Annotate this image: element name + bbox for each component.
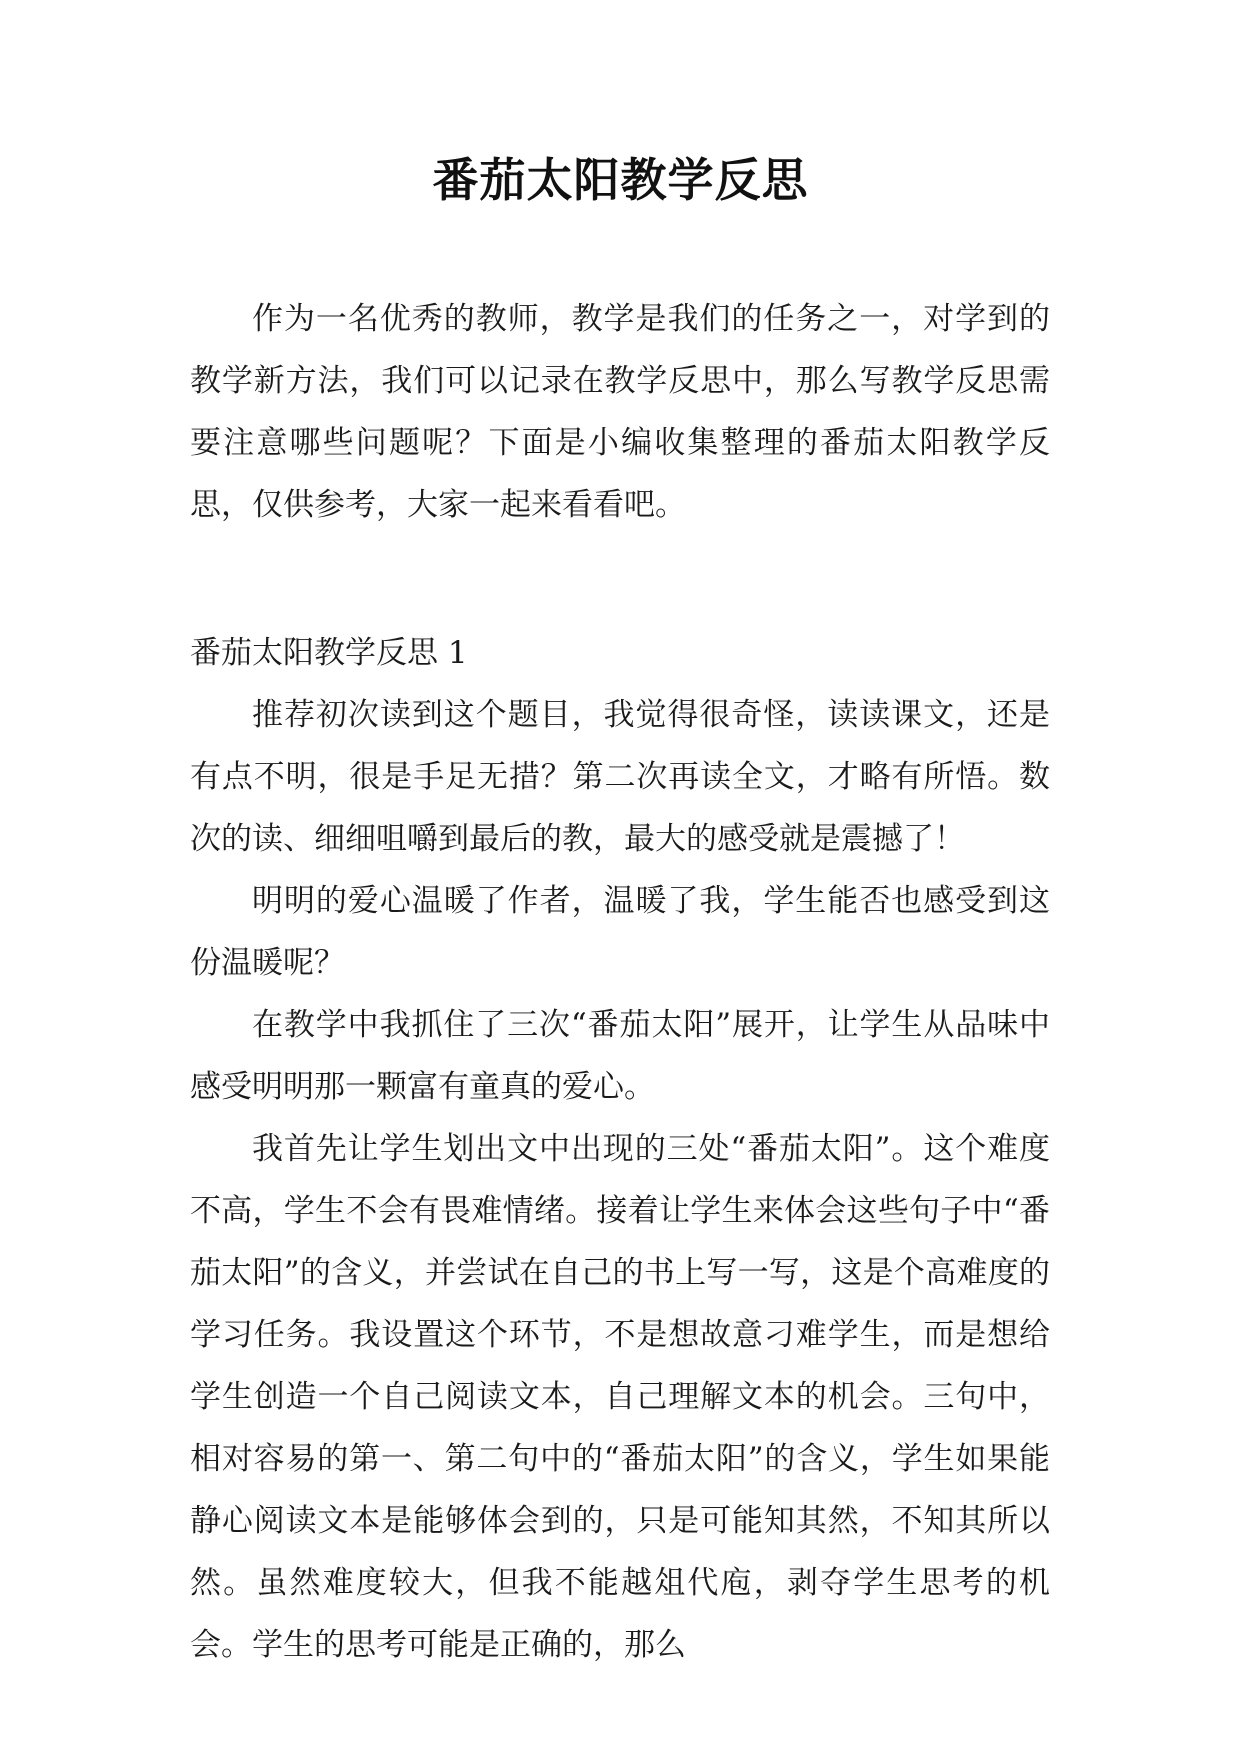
- body-paragraph: 推荐初次读到这个题目，我觉得很奇怪，读读课文，还是有点不明，很是手足无措？第二次再读全文，才略有所悟。数次的读、细细咀嚼到最后的教，最大的感受就是震撼了！: [190, 697, 1050, 857]
- body-paragraph: 我首先让学生划出文中出现的三处“番茄太阳”。这个难度不高，学生不会有畏难情绪。接着让学生来体会这些句子中“番茄太阳”的含义，并尝试在自己的书上写一写，这是个高难度的学习任务。我设置这个环节，不是想故意刁难学生，而是想给学生创造一个自己阅读文本，自己理解文本的机会。三句中，相对容易的第一、第二句中的“番茄太阳”的含义，学生如果能静心阅读文本是能够体会到的，只是可能知其然，不知其所以然。虽然难度较大，但我不能越俎代庖，剥夺学生思考的机会。学生的思考可能是正确的，那么: [190, 1131, 1050, 1663]
- document-title: 番茄太阳教学反思: [432, 153, 809, 207]
- body-paragraph: 在教学中我抓住了三次“番茄太阳”展开，让学生从品味中感受明明那一颗富有童真的爱心。: [190, 1007, 1050, 1105]
- section-spacer: [190, 536, 1050, 622]
- body-paragraph: 明明的爱心温暖了作者，温暖了我，学生能否也感受到这份温暖呢？: [190, 883, 1050, 981]
- section-heading: 番茄太阳教学反思 1: [190, 635, 468, 671]
- document-body: [190, 288, 1050, 1676]
- intro-paragraph: 作为一名优秀的教师，教学是我们的任务之一，对学到的教学新方法，我们可以记录在教学反思中，那么写教学反思需要注意哪些问题呢？下面是小编收集整理的番茄太阳教学反思，仅供参考，大家一起来看看吧。: [190, 301, 1050, 523]
